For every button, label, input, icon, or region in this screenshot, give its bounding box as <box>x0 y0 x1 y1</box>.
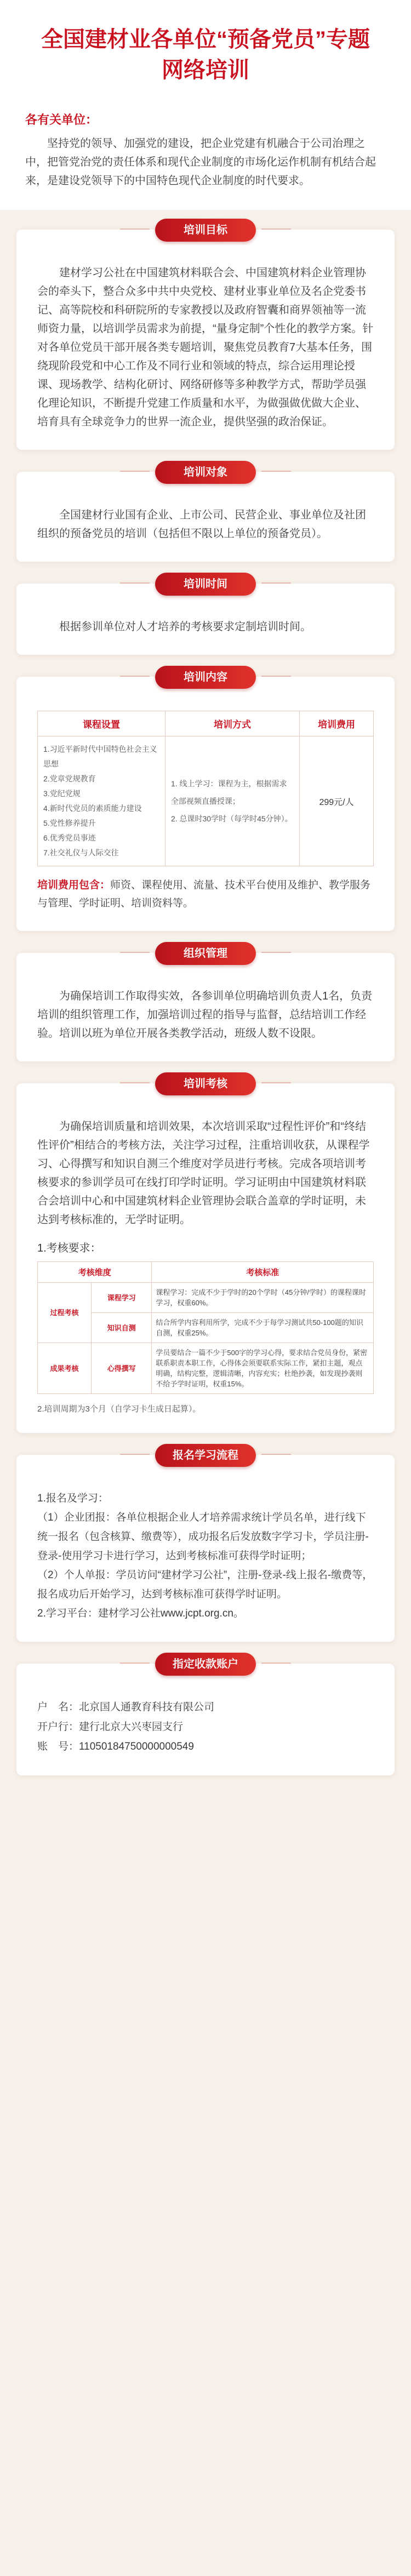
org-text: 为确保培训工作取得实效，各参训单位明确培训负责人1名，负责培训的组织管理工作，加强培训过程的指导与监督，总结培训工作经验。培训以班为单位开展各类教学活动，班级人数不设限。 <box>37 990 373 1039</box>
assessment-standard: 课程学习：完成不少于学时的20个学时（45分钟/学时）的课程课时学习，权重60%。 <box>152 1283 374 1313</box>
intro-section <box>0 101 411 210</box>
assessment-item: 心得撰写 <box>92 1343 152 1394</box>
intro-text: 坚持党的领导、加强党的建设，把企业党建有机融合于公司治理之中，把管党治党的责任体系和现代企业制度的市场化运作机制有机结合起来，是建设党领导下的中国特色现代企业制度的时代要求。 <box>25 138 376 187</box>
course-item: 5.党性修养提升 <box>43 819 96 827</box>
course-table-header <box>38 711 374 736</box>
account-card <box>16 1658 395 1775</box>
fee-value: 299元/人 <box>300 736 374 866</box>
assessment-header-dimension: 考核维度 <box>38 1262 152 1283</box>
time-tag: 培训时间 <box>155 573 256 596</box>
account-number: 账 号：11050184750000000549 <box>37 1741 194 1752</box>
course-table <box>37 711 374 866</box>
exam-req-title: 1.考核要求： <box>37 1242 101 1254</box>
course-header-fee: 培训费用 <box>300 711 374 736</box>
course-header-method: 培训方式 <box>165 711 299 736</box>
target-text: 全国建材行业国有企业、上市公司、民营企业、事业单位及社团组织的预备党员的培训（包括但不限以上单位的预备党员）。 <box>37 509 366 540</box>
method-item: 2. 总课时30学时（每学时45分钟）。 <box>170 814 293 823</box>
org-tag: 组织管理 <box>155 942 256 965</box>
process-tag: 报名学习流程 <box>155 1444 256 1467</box>
page-title-line1: 全国建材业各单位“预备党员”专题 <box>41 27 370 52</box>
exam-cycle-note: 2.培训周期为3个月（自学习卡生成日起算）。 <box>37 1404 201 1414</box>
goal-text: 建材学习公社在中国建筑材料联合会、中国建筑材料企业管理协会的牵头下，整合众多中共中央党校、建材业事业单位及名企党委书记、高等院校和科研院所的专家教授以及政府智囊和商界领袖等一流师资力量，以培训学员需求为前提，“量身定制”个性化的教学方案。针对各单位党员干部开展各类专题培训，聚焦党员教育7大基本任务，围绕现阶段党和中心工作及不同行业和领域的特点，综合运用理论授课、现场教学、结构化研讨、网络研修等多种教学方式，帮助学员强化理论知识，不断提升党建工作质量和水平，为做强做优做大企业、培育具有全球竞争力的世界一流企业，提供坚强的政治保证。 <box>37 267 374 428</box>
course-item: 3.党纪党规 <box>43 789 81 798</box>
assessment-item: 课程学习 <box>92 1283 152 1313</box>
course-item: 1.习近平新时代中国特色社会主义思想 <box>43 745 157 768</box>
process-line: 1.报名及学习： <box>37 1493 109 1504</box>
goal-tag: 培训目标 <box>155 219 256 242</box>
process-line: 2.学习平台：建材学习公社www.jcpt.org.cn。 <box>37 1608 244 1619</box>
target-card <box>16 466 395 562</box>
org-card <box>16 947 395 1061</box>
goal-card <box>16 224 395 450</box>
account-bank: 开户行：建行北京大兴枣园支行 <box>37 1721 184 1733</box>
process-line: （1）企业团报：各单位根据企业人才培养需求统计学员名单，进行线下统一报名（包含核算、缴费等），成功报名后发放数字学习卡，学员注册-登录-使用学习卡进行学习，达到考核标准可获得学时证明； <box>37 1512 369 1562</box>
course-table-row <box>38 736 374 866</box>
fee-text: 师资、课程使用、流量、技术平台使用及维护、教学服务与管理、学时证明、培训资料等。 <box>37 879 371 909</box>
exam-tag: 培训考核 <box>155 1072 256 1095</box>
course-item: 7.社交礼仪与人际交往 <box>43 848 119 857</box>
account-tag: 指定收款账户 <box>155 1653 256 1676</box>
assessment-dimension: 成果考核 <box>38 1343 92 1394</box>
process-card <box>16 1449 395 1642</box>
time-text: 根据参训单位对人才培养的考核要求定制培训时间。 <box>59 621 311 633</box>
fee-label: 培训费用包含： <box>37 879 111 891</box>
page-title <box>22 24 389 85</box>
time-card <box>16 578 395 655</box>
account-name: 户 名：北京国人通教育科技有限公司 <box>37 1701 215 1713</box>
exam-card <box>16 1078 395 1433</box>
method-list <box>165 736 299 866</box>
header <box>0 0 411 101</box>
intro-heading: 各有关单位： <box>25 113 98 127</box>
content-tag: 培训内容 <box>155 666 256 689</box>
course-item: 6.优秀党员事迹 <box>43 833 96 842</box>
target-tag: 培训对象 <box>155 461 256 484</box>
assessment-standard: 结合所学内容利用所学，完成不少于每学习测试共50-100题的知识自测，权重25%。 <box>152 1313 374 1343</box>
assessment-standard: 学员要结合一篇不少于500字的学习心得，要求结合党员身份，紧密联系职责本职工作，心得体会须要联系实际工作，紧扣主题，观点明确，结构完整，逻辑清晰，内容充实；杜绝抄袭，如发现抄袭则不给予学时证明，权重15%。 <box>152 1343 374 1394</box>
table-row <box>38 1343 374 1394</box>
fee-note <box>37 876 374 912</box>
assessment-header <box>38 1262 374 1283</box>
assessment-dimension: 过程考核 <box>38 1283 92 1343</box>
page-title-line2: 网络培训 <box>162 58 249 82</box>
process-line: （2）个人单报：学员访问“建材学习公社”，注册-登录-线上报名-缴费等，报名成功后开始学习，达到考核标准可获得学时证明。 <box>37 1569 373 1600</box>
method-item: 1. 线上学习：课程为主，根据需求全部视频直播授课； <box>170 779 287 806</box>
assessment-table <box>37 1261 374 1394</box>
content-card <box>16 671 395 931</box>
course-item: 4.新时代党员的素质能力建设 <box>43 804 142 813</box>
table-row <box>38 1283 374 1313</box>
assessment-item: 知识自测 <box>92 1313 152 1343</box>
course-item: 2.党章党规教育 <box>43 774 96 783</box>
assessment-header-standard: 考核标准 <box>152 1262 374 1283</box>
course-header-setting: 课程设置 <box>38 711 165 736</box>
course-list <box>38 736 165 866</box>
exam-text: 为确保培训质量和培训效果，本次培训采取“过程性评价”和“终结性评价”相结合的考核方法，关注学习过程，注重培训收获，从课程学习、心得撰写和知识自测三个维度对学员进行考核。完成各项培训考核要求的参训学员可在线打印学时证明。学习证明由中国建筑材料联合会培训中心和中国建筑材料企业管理协会联合盖章的学时证明，未达到考核标准的，无学时证明。 <box>37 1121 370 1226</box>
